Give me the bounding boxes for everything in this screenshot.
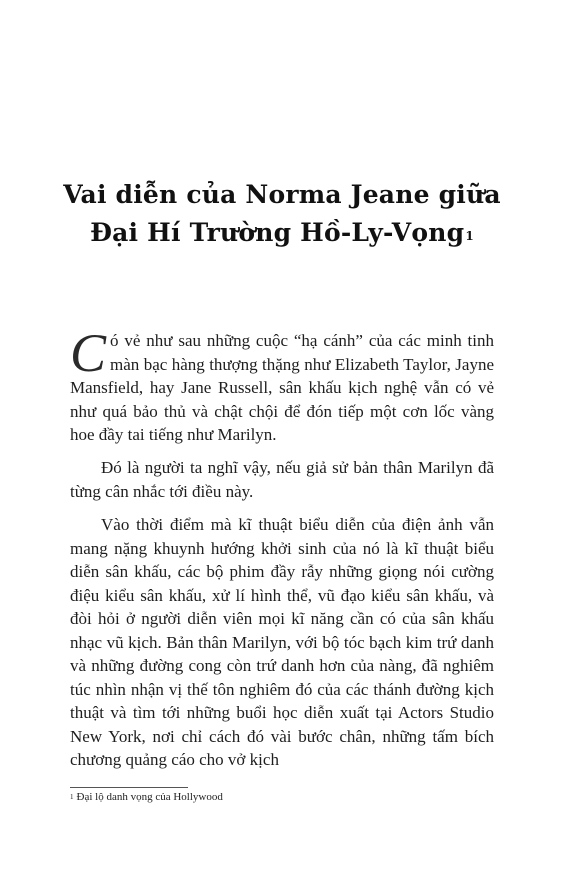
paragraph-1-text: ó vẻ như sau những cuộc “hạ cánh” của các minh tinh màn bạc hàng thượng thặng như Elizabeth Taylor, Jayne Mansfield, hay Jane Russell, sân khấu kịch nghệ vẫn có vẻ như quá bảo thủ và chật chội để đón tiếp một cơn lốc vàng hoe đầy tai tiếng như Marilyn. bbox=[70, 331, 494, 444]
chapter-title bbox=[40, 176, 524, 252]
chapter-title-line-2: Đại Hí Trường Hồ-Ly-Vọng bbox=[90, 218, 465, 247]
footnote-divider bbox=[70, 787, 188, 788]
footnote bbox=[70, 790, 223, 804]
title-footnote-marker: 1 bbox=[465, 229, 474, 243]
chapter-title-line-1: Vai diễn của Norma Jeane giữa bbox=[63, 180, 501, 209]
drop-cap: C bbox=[70, 323, 107, 383]
paragraph-2: Đó là người ta nghĩ vậy, nếu giả sử bản thân Marilyn đã từng cân nhắc tới điều này. bbox=[70, 458, 494, 501]
footnote-text: Đại lộ danh vọng của Hollywood bbox=[76, 791, 223, 803]
paragraph-1 bbox=[70, 323, 494, 447]
chapter-body bbox=[70, 323, 494, 781]
paragraph-3: Vào thời điểm mà kĩ thuật biểu diễn của điện ảnh vẫn mang nặng khuynh hướng khởi sinh của nó là kĩ thuật biểu diễn sân khấu, các bộ phim đầy rẫy những giọng nói cường điệu kiểu sân khấu, xử lí hình thể, vũ đạo kiểu sân khấu, và đòi hỏi ở người diễn viên mọi kĩ năng cần có của sân khấu nhạc vũ kịch. Bản thân Marilyn, với bộ tóc bạch kim trứ danh và những đường cong còn trứ danh hơn của nàng, đã nghiêm túc nhìn nhận vị thế tôn nghiêm đó của các thánh đường kịch thuật và tìm tới những buổi học diễn xuất tại Actors Studio New York, nơi chỉ cách đó vài bước chân, những tấm bích chương quảng cáo cho vở kịch bbox=[70, 515, 494, 770]
footnote-marker: 1 bbox=[70, 793, 74, 801]
